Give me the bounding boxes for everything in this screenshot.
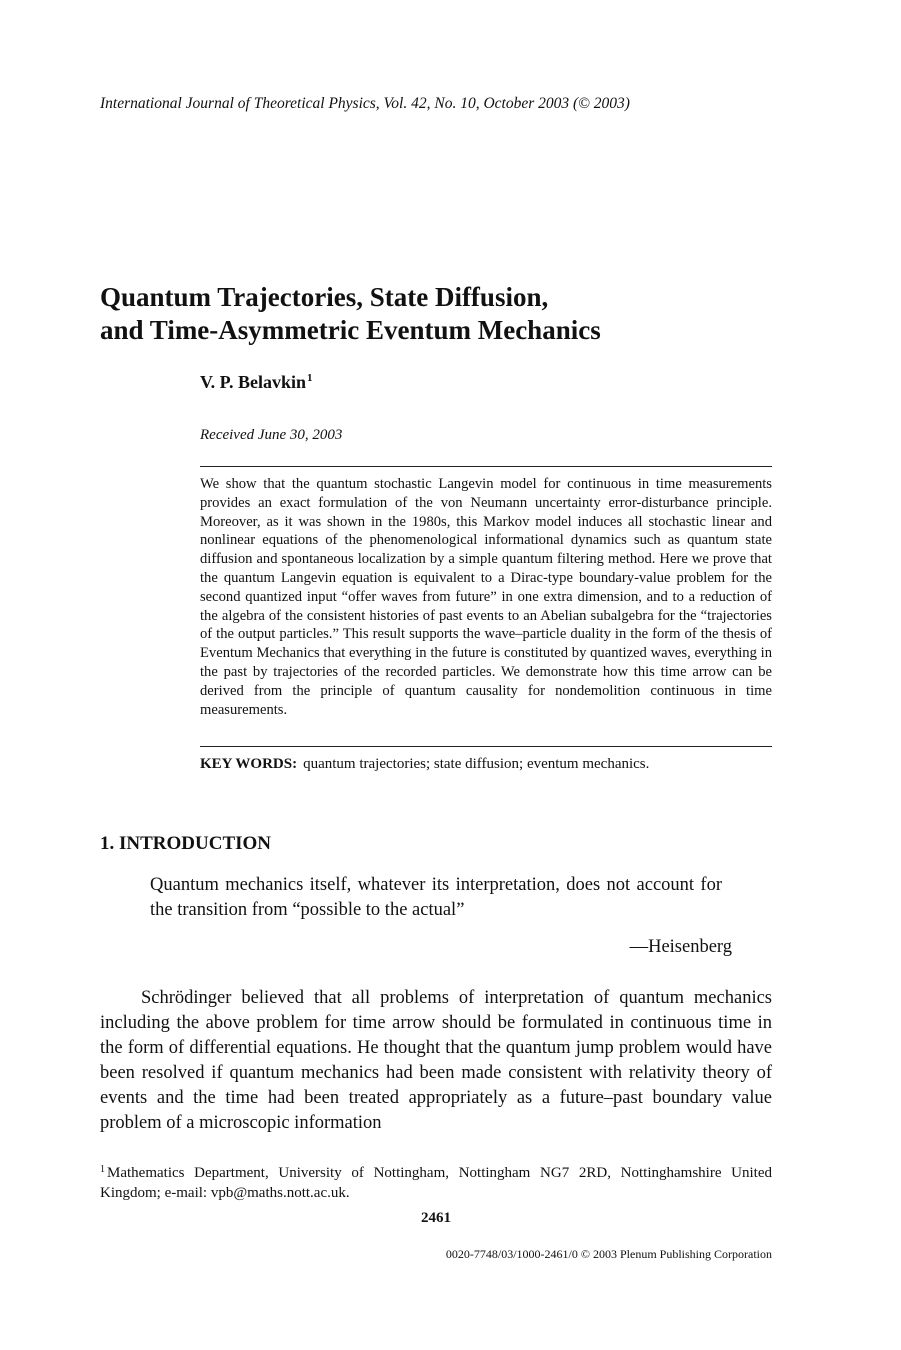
title-line-2: and Time-Asymmetric Eventum Mechanics [100,315,601,345]
keywords-label: KEY WORDS: [200,756,298,772]
body-paragraph: Schrödinger believed that all problems of interpretation of quantum mechanics including the above problem for time arrow should be formulated in continuous time in the form of differential equations. He thought that the quantum jump problem would have been resolved if quantum mechanics had been made consistent with relativity theory of events and the time had been treated appropriately as a future–past boundary value problem of a microscopic information [100,988,772,1133]
author [200,372,313,393]
received-date: Received June 30, 2003 [200,427,343,443]
title-line-1: Quantum Trajectories, State Diffusion, [100,282,549,312]
keywords [200,756,649,773]
footnote-mark: 1 [100,1164,105,1175]
epigraph: Quantum mechanics itself, whatever its interpretation, does not account for the transition from “possible to the actual” [150,875,722,920]
journal-citation: International Journal of Theoretical Physics, Vol. 42, No. 10, October 2003 (© 2003) [100,95,630,112]
copyright-line: 0020-7748/03/1000-2461/0 © 2003 Plenum Publishing Corporation [445,1247,772,1261]
footnote-text: Mathematics Department, University of Nottingham, Nottingham NG7 2RD, Nottinghamshire United Kingdom; e-mail: vpb@maths.nott.ac.uk. [100,1165,772,1201]
author-name: V. P. Belavkin [200,372,307,392]
author-footnote-mark: 1 [307,372,313,384]
footnote [100,1160,772,1203]
paper-title [100,281,601,347]
epigraph-attribution: —Heisenberg [629,937,732,957]
section-heading: 1. INTRODUCTION [100,833,272,854]
abstract-top-rule [200,466,772,467]
keywords-text: quantum trajectories; state diffusion; eventum mechanics. [303,756,650,772]
page-number: 2461 [421,1210,451,1226]
abstract-bottom-rule [200,746,772,747]
abstract: We show that the quantum stochastic Langevin model for continuous in time measurements provides an exact formulation of the von Neumann uncertainty error-disturbance principle. Moreover, as it was shown in the 1980s, this Markov model induces all stochastic linear and nonlinear equations of the phenomenological informational dynamics such as quantum state diffusion and spontaneous localization by a simple quantum filtering method. Here we prove that the quantum Langevin equation is equivalent to a Dirac-type boundary-value problem for the second quantized input “offer waves from future” in one extra dimension, and to a reduction of the algebra of the consistent histories of past events to an Abelian subalgebra for the “trajectories of the output particles.” This result supports the wave–particle duality in the form of the thesis of Eventum Mechanics that everything in the future is constituted by quantized waves, everything in the past by trajectories of the recorded particles. We demonstrate how this time arrow can be derived from the principle of quantum causality for nondemolition continuous in time measurements. [200,476,772,718]
